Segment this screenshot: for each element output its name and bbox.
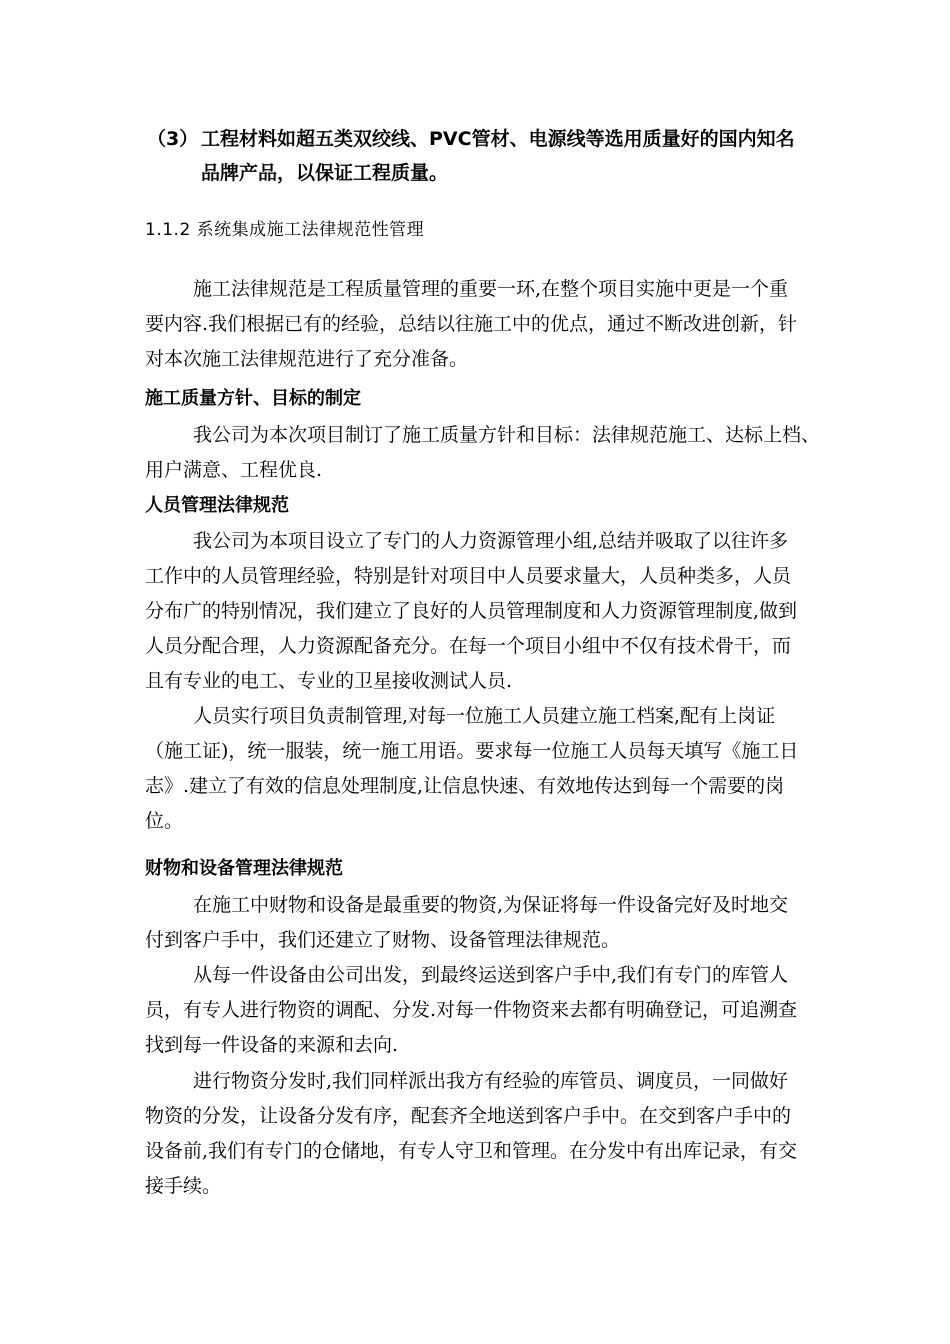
text-line: 找到每一件设备的来源和去向. bbox=[145, 1034, 399, 1056]
text-line: 对本次施工法律规范进行了充分准备。 bbox=[145, 348, 469, 370]
list-item-line: 品牌产品，以保证工程质量。 bbox=[201, 162, 449, 184]
assets-paragraph-3 bbox=[145, 1064, 820, 1204]
list-item-line: 工程材料如超五类双绞线、PVC管材、电源线等选用质量好的国内知名 bbox=[201, 128, 795, 150]
text-line: 工作中的人员管理经验，特别是针对项目中人员要求量大，人员种类多，人员 bbox=[145, 565, 792, 587]
text-line: 志》.建立了有效的信息处理制度,让信息快速、有效地传达到每一个需要的岗 bbox=[145, 775, 785, 797]
list-number: （3） bbox=[147, 128, 199, 150]
text-line: （施工证)，统一服装，统一施工用语。要求每一位施工人员每天填写《施工日 bbox=[145, 740, 799, 762]
text-line: 位。 bbox=[145, 810, 184, 832]
text-line: 用户满意、工程优良. bbox=[145, 459, 323, 481]
section-heading-personnel: 人员管理法律规范 bbox=[145, 495, 289, 516]
assets-paragraph-2 bbox=[145, 958, 820, 1063]
text-line: 接手续。 bbox=[145, 1175, 222, 1197]
text-line: 施工法律规范是工程质量管理的重要一环,在整个项目实施中更是一个重 bbox=[193, 278, 789, 300]
personnel-paragraph-1 bbox=[145, 524, 820, 699]
text-line: 进行物资分发时,我们同样派出我方有经验的库管员、调度员，一同做好 bbox=[193, 1070, 789, 1092]
text-line: 物资的分发，让设备分发有序，配套齐全地送到客户手中。在交到客户手中的 bbox=[145, 1105, 792, 1127]
personnel-paragraph-2 bbox=[145, 699, 820, 839]
assets-paragraph-1 bbox=[145, 888, 820, 958]
quality-paragraph bbox=[145, 418, 820, 488]
text-line: 付到客户手中，我们还建立了财物、设备管理法律规范。 bbox=[145, 929, 621, 951]
text-line: 人员分配合理，人力资源配备充分。在每一个项目小组中不仅有技术骨干，而 bbox=[145, 635, 792, 657]
text-line: 在施工中财物和设备是最重要的物资,为保证将每一件设备完好及时地交 bbox=[193, 894, 789, 916]
section-subheading: 1.1.2 系统集成施工法律规范性管理 bbox=[145, 220, 425, 240]
text-line: 从每一件设备由公司出发，到最终运送到客户手中,我们有专门的库管人 bbox=[193, 964, 789, 986]
text-line: 设备前,我们有专门的仓储地，有专人守卫和管理。在分发中有出库记录，有交 bbox=[145, 1140, 798, 1162]
text-line: 且有专业的电工、专业的卫星接收测试人员. bbox=[145, 670, 513, 692]
list-item-3 bbox=[147, 122, 827, 190]
text-line: 我公司为本项目设立了专门的人力资源管理小组,总结并吸取了以往许多 bbox=[193, 530, 789, 552]
intro-paragraph bbox=[145, 272, 820, 377]
text-line: 人员实行项目负责制管理,对每一位施工人员建立施工档案,配有上岗证 bbox=[193, 705, 776, 727]
text-line: 分布广的特别情况，我们建立了良好的人员管理制度和人力资源管理制度,做到 bbox=[145, 600, 798, 622]
section-heading-quality: 施工质量方针、目标的制定 bbox=[145, 388, 361, 409]
section-heading-assets: 财物和设备管理法律规范 bbox=[145, 858, 343, 879]
text-line: 要内容.我们根据已有的经验，总结以往施工中的优点，通过不断改进创新，针 bbox=[145, 313, 798, 335]
text-line: 员，有专人进行物资的调配、分发.对每一件物资来去都有明确登记，可追溯查 bbox=[145, 999, 798, 1021]
text-line: 我公司为本次项目制订了施工质量方针和目标：法律规范施工、达标上档、 bbox=[193, 424, 821, 446]
